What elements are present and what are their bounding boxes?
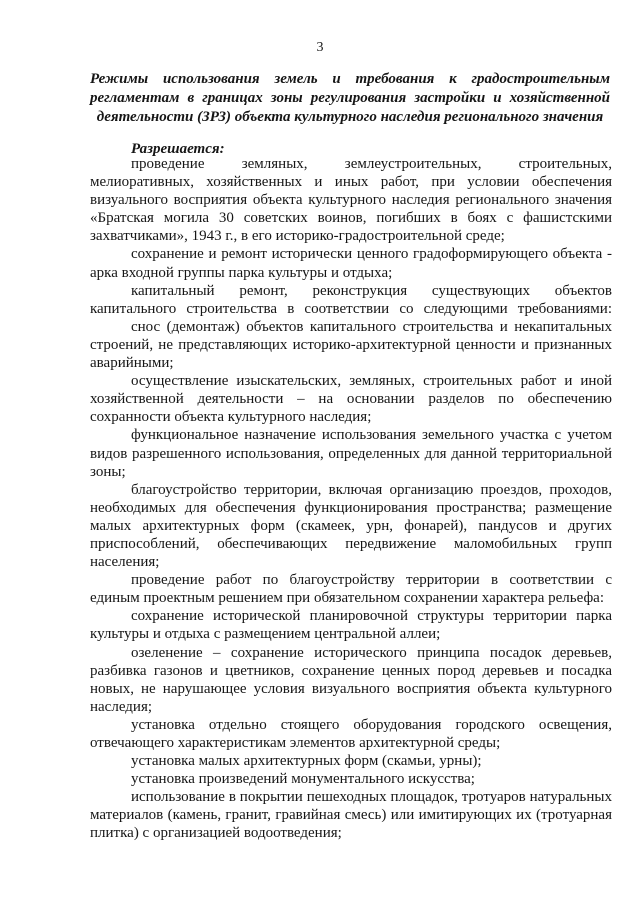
paragraph: снос (демонтаж) объектов капитального строительства и некапитальных строений, не представляющих историко-архитектурной ценности и признанных аварийными;	[90, 318, 612, 372]
paragraph: осуществление изыскательских, земляных, строительных работ и иной хозяйственной деятельности – на основании разделов по обеспечению сохранности объекта культурного наследия;	[90, 373, 612, 426]
paragraph: благоустройство территории, включая организацию проездов, проходов, необходимых для обеспечения функционирования пространства; размещение малых архитектурных форм (скамеек, урн, фонарей), пандусов и других приспособлений, обеспечивающих передвижение маломобильных групп населения;	[90, 481, 612, 571]
paragraph: озеленение – сохранение исторического принципа посадок деревьев, разбивка газонов и цветников, сохранение ценных пород деревьев и посадка новых, не нарушающее условия визуального восприятия объекта культурного наследия;	[90, 644, 612, 715]
paragraph: капитальный ремонт, реконструкция существующих объектов капитального строительства в соответствии со следующими требованиями:	[90, 282, 612, 317]
paragraph: установка отдельно стоящего оборудования городского освещения, отвечающего характеристикам элементов архитектурной среды;	[90, 716, 612, 751]
paragraph: сохранение и ремонт исторически ценного градоформирующего объекта - арка входной группы парка культуры и отдыха;	[90, 246, 612, 281]
page-number: 3	[316, 40, 324, 55]
section-heading: Режимы использования земель и требования к градостроительным регламентам в границах зоны регулирования застройки и хозяйственной деятельности (ЗРЗ) объекта культурного наследия регионального значения	[90, 71, 610, 125]
paragraph: установка малых архитектурных форм (скамьи, урны);	[131, 753, 482, 770]
paragraph: проведение земляных, землеустроительных, строительных, мелиоративных, хозяйственных и иных работ, при условии обеспечения визуального восприятия объекта культурного наследия регионального значения «Братская могила 30 советских воинов, погибших в боях с фашистскими захватчиками», 1943 г., в его историко-градостроительной среде;	[90, 156, 612, 245]
paragraph: проведение работ по благоустройству территории в соответствии с единым проектным решением при обязательном сохранении характера рельефа:	[90, 572, 612, 607]
body-text	[90, 155, 612, 843]
paragraph: сохранение исторической планировочной структуры территории парка культуры и отдыха с размещением центральной аллеи;	[90, 608, 612, 643]
paragraph: функциональное назначение использования земельного участка с учетом видов разрешенного использования, определенных для данной территориальной зоны;	[90, 427, 612, 480]
allowed-label: Разрешается:	[131, 141, 225, 157]
paragraph: использование в покрытии пешеходных площадок, тротуаров натуральных материалов (камень, гранит, гравийная смесь) или имитирующих их (тротуарная плитка) с организацией водоотведения;	[90, 789, 612, 842]
paragraph: установка произведений монументального искусства;	[131, 771, 475, 788]
